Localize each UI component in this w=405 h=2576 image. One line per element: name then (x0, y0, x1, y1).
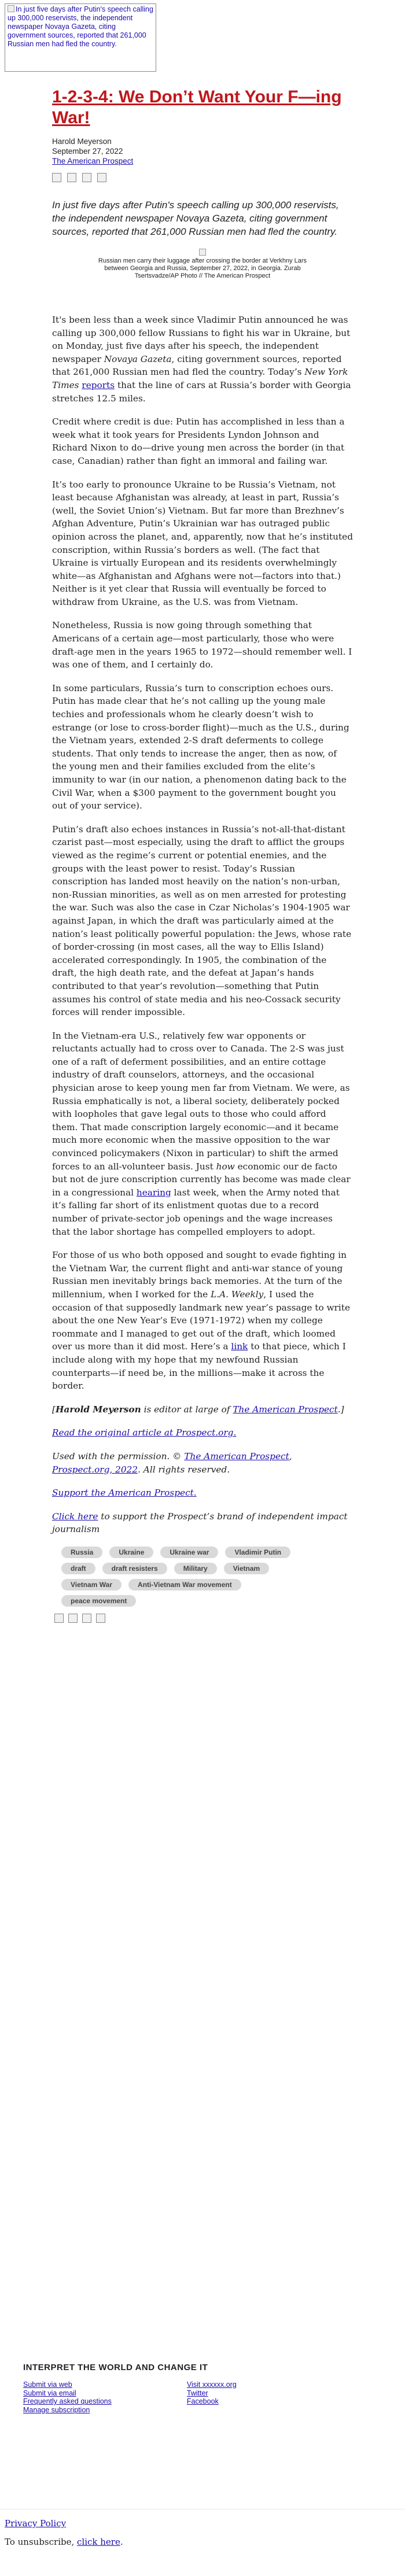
twitter-link[interactable]: Twitter (186, 2389, 208, 2397)
visit-site-link[interactable]: Visit xxxxxx.org (186, 2381, 237, 2389)
bio-publication-link[interactable]: The American Prospect (233, 1404, 338, 1415)
footer-heading: INTERPRET THE WORLD AND CHANGE IT (23, 2363, 208, 2372)
paragraph: Credit where credit is due: Putin has accomplished in less than a week what it took years for Presidents Lyndon Johnson and Richard Nixon to do—drive young men across the border (in that case, Canadian) rather than fight an immoral and failing war. (52, 416, 345, 466)
click-here-note: Click here to support the Prospect’s brand of independent impact journalism (52, 1511, 348, 1535)
read-original-link[interactable]: Read the original article at Prospect.org. (52, 1427, 237, 1438)
tag[interactable]: Anti-Vietnam War movement (128, 1579, 241, 1590)
tag[interactable]: draft resisters (102, 1563, 167, 1574)
article-container (52, 87, 353, 1623)
share-facebook-icon[interactable] (52, 173, 61, 182)
permission-note: Used with the permission. © The American Prospect, Prospect.org, 2022. All rights reserved. (52, 1451, 292, 1475)
unsubscribe-link[interactable]: click here (77, 2537, 120, 2547)
share-print-icon[interactable] (96, 1614, 105, 1623)
paragraph: Putin’s draft also echoes instances in Russia’s not-all-that-distant czarist past—most especially, using the draft to afflict the groups viewed as the regime’s current or potential enemies, and the groups with the least power to resist. Today’s Russian conscription has landed most heavily on the nation’s non-urban, non-Russian minorities, as well as on men arrested for protesting the war. Such was also the case in Czar Nicholas’s 1904-1905 war against Japan, in which the draft was particularly aimed at the nation’s least politically powerful population: the Jews, whose rate of border-crossing (in most cases, all the way to Ellis Island) accelerated correspondingly. In 1905, the combination of the draft, the high death rate, and the defeat at Japan’s hands contributed to that year’s revolution—something that Putin assumes his control of state media and his neo-Cossack security forces will render impossible. (52, 824, 352, 1018)
share-email-icon[interactable] (82, 173, 91, 182)
bottom-share-icons (54, 1614, 353, 1623)
tag[interactable]: Military (174, 1563, 217, 1574)
share-email-icon[interactable] (82, 1614, 91, 1623)
support-link[interactable]: Support the American Prospect. (52, 1488, 197, 1499)
facebook-link[interactable]: Facebook (186, 2397, 219, 2405)
read-original (52, 1426, 353, 1440)
article-dek: In just five days after Putin's speech calling up 300,000 reservists, the independent newspaper Novaya Gazeta, citing government sources, reported that 261,000 Russian men had fled the country. (52, 200, 339, 237)
top-image-alt-text: In just five days after Putin's speech calling up 300,000 reservists, the independent newspaper Novaya Gazeta, citing government sources, reported that 261,000 Russian men had fled the country. (8, 5, 153, 48)
privacy-policy-link[interactable]: Privacy Policy (5, 2518, 67, 2529)
hearing-link[interactable]: hearing (136, 1187, 171, 1198)
broken-image-icon (8, 5, 14, 12)
reports-link[interactable]: reports (82, 379, 115, 390)
share-icons (52, 173, 353, 182)
tag[interactable]: Vietnam War (61, 1579, 122, 1590)
share-twitter-icon[interactable] (68, 1614, 78, 1623)
share-twitter-icon[interactable] (67, 173, 76, 182)
author-bio: [Harold Meyerson is editor at large of The American Prospect.] (52, 1404, 344, 1415)
permission-site-link[interactable]: Prospect.org, 2022 (52, 1464, 138, 1475)
tag[interactable]: Russia (61, 1547, 102, 1558)
paragraph: Nonetheless, Russia is now going through something that Americans of a certain age—most particularly, those who were draft-age men in the years 1965 to 1972—should remember well. I was one of them, and I certainly do. (52, 620, 352, 670)
share-facebook-icon[interactable] (54, 1614, 64, 1623)
support-note (52, 1486, 353, 1500)
photo-caption (87, 249, 318, 280)
permission-publication-link[interactable]: The American Prospect (184, 1451, 289, 1462)
caption-text: Russian men carry their luggage after crossing the border at Verkhny Lars between Georgia and Russia, September 27, 2022, in Georgia. Zurab Tsertsvadze/AP Photo // The American Prospect (98, 257, 307, 279)
paragraph: It's been less than a week since Vladimir Putin announced he was calling up 300,000 fellow Russians to fight his war in Ukraine, but on Monday, just five days after his speech, the independent newspaper Novaya Gazeta, citing government sources, reported that 261,000 Russian men had fled the country. Today’s New York Times reports that the line of cars at Russia’s border with Georgia stretches 12.5 miles. (52, 315, 351, 404)
article-title[interactable]: 1-2-3-4: We Don’t Want Your F—ing War! (52, 87, 342, 127)
tag-list (61, 1547, 316, 1607)
share-print-icon[interactable] (97, 173, 106, 182)
piece-link[interactable]: link (231, 1341, 248, 1352)
submit-web-link[interactable]: Submit via web (23, 2381, 72, 2389)
tag[interactable]: Ukraine (109, 1547, 153, 1558)
tag[interactable]: Vietnam (224, 1563, 269, 1574)
manage-subscription-link[interactable]: Manage subscription (23, 2405, 90, 2414)
click-here-link[interactable]: Click here (52, 1511, 98, 1522)
paragraph: In some particulars, Russia’s turn to conscription echoes ours. Putin has made clear that he’s not calling up the young male techies and professionals whom he clearly doesn’t wish to estrange (or lose to cross-border flight)—much as the U.S., during the Vietnam years, extended 2-S draft deferments to college students. That only tends to increase the anger, then as now, of the young men and their families excluded from the elite’s immunity to war (in our nation, a phenomenon dating back to the Civil War, when a $300 payment to the government bought you out of your service). (52, 682, 349, 811)
paragraph: In the Vietnam-era U.S., relatively few war opponents or reluctants actually had to cross over to Canada. The 2-S was just one of a raft of deferment possibilities, and an entire cottage industry of draft counselors, attorneys, and the occasional physician arose to keep young men far from Vietnam. We were, as Russia emphatically is not, a liberal society, deliberately pocked with loopholes that gave legal outs to those who could afford them. That made conscription largely economic—and it became much more economic when the massive opposition to the war convinced policymakers (Nixon in particular) to shift the armed forces to an all-volunteer basis. Just how economic our de facto but not de jure conscription currently has become was made clear in a congressional hearing last week, when the Army noted that it’s falling far short of its enlistment quotas due to a record number of private-sector job openings and the wage increases that the labor shortage has compelled employers to adopt. (52, 1030, 351, 1237)
paragraph: For those of us who both opposed and sought to evade fighting in the Vietnam War, the current flight and anti-war stance of young Russian men inevitably brings back memories. At the turn of the millennium, when I worked for the L.A. Weekly, I used the occasion of that supposedly landmark new year’s passage to write about the one New Year’s Eve (1971-1972) when my college roommate and I managed to get out of the draft, which loomed over us more than it did most. Here’s a link to that piece, which I include along with my hope that my newfound Russian counterparts—if need be, in the millions—make it across the border. (52, 1250, 351, 1392)
paragraph: It’s too early to pronounce Ukraine to be Russia’s Vietnam, not least because Afghanistan was already, at least in part, Russia’s (well, the Soviet Union’s) Vietnam. But far more than Brezhnev’s Afghan Adventure, Putin’s Ukrainian war has outraged public opinion across the planet, and, apparently, now that he’s instituted conscription, within Russia’s borders as well. (The fact that Ukraine is virtually European and its residents overwhelmingly white—as Afghanistan and Afghans were not—factors into that.) Neither is it yet clear that Russia will eventually be forced to withdraw from Ukraine, as the U.S. was from Vietnam. (52, 479, 353, 607)
tag[interactable]: Ukraine war (160, 1547, 218, 1558)
article-meta (52, 136, 353, 166)
newsletter-footer (23, 2363, 382, 2414)
tag[interactable]: peace movement (61, 1595, 136, 1607)
submit-email-link[interactable]: Submit via email (23, 2389, 76, 2397)
author-name: Harold Meyerson (52, 137, 112, 146)
tag[interactable]: Vladimir Putin (225, 1547, 290, 1558)
tag[interactable]: draft (61, 1563, 95, 1574)
top-image-placeholder[interactable] (5, 3, 156, 72)
footer-right-links (187, 2381, 237, 2414)
legal-footer: Privacy Policy To unsubscribe, click here. (5, 2518, 123, 2547)
publish-date: September 27, 2022 (52, 147, 123, 156)
publication-link[interactable]: The American Prospect (52, 157, 134, 165)
faq-link[interactable]: Frequently asked questions (23, 2397, 112, 2405)
footer-left-links (23, 2381, 112, 2414)
article-body (52, 313, 353, 1536)
broken-image-icon (199, 249, 206, 256)
